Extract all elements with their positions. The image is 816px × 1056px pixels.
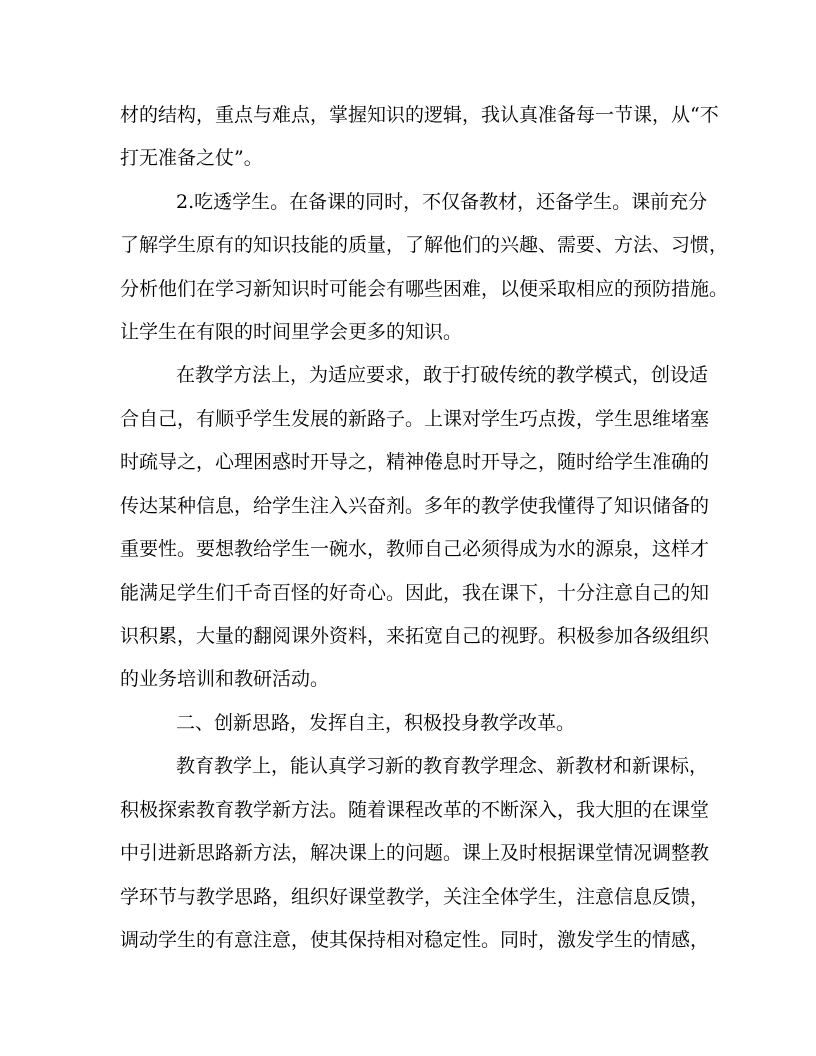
text-line: 传达某种信息，给学生注入兴奋剂。多年的教学使我懂得了知识储备的 (120, 495, 710, 517)
text-line: 重要性。要想教给学生一碗水，教师自己必须得成为水的源泉，这样才 (120, 538, 710, 560)
text-line: 调动学生的有意注意，使其保持相对稳定性。同时，激发学生的情感， (120, 929, 710, 951)
text-line: 了解学生原有的知识技能的质量，了解他们的兴趣、需要、方法、习惯， (120, 234, 729, 256)
text-line: 让学生在有限的时间里学会更多的知识。 (120, 321, 463, 343)
text-line: 时疏导之，心理困惑时开导之，精神倦息时开导之，随时给学生准确的 (120, 451, 710, 473)
text-line: 合自己，有顺乎学生发展的新路子。上课对学生巧点拨，学生思维堵塞 (120, 408, 710, 430)
text-line: 的业务培训和教研活动。 (120, 668, 330, 690)
text-line: 材的结构，重点与难点，掌握知识的逻辑，我认真准备每一节课，从“不 (120, 104, 719, 126)
text-line: 积极探索教育教学新方法。随着课程改革的不断深入，我大胆的在课堂 (120, 799, 710, 821)
section-heading: 二、创新思路，发挥自主，积极投身教学改革。 (176, 712, 576, 734)
text-line: 中引进新思路新方法，解决课上的问题。课上及时根据课堂情况调整教 (120, 842, 710, 864)
text-line: 识积累，大量的翻阅课外资料，来拓宽自己的视野。积极参加各级组织 (120, 625, 710, 647)
text-line: 分析他们在学习新知识时可能会有哪些困难，以便采取相应的预防措施。 (120, 278, 729, 300)
text-line: 在教学方法上，为适应要求，敢于打破传统的教学模式，创设适 (176, 364, 709, 386)
text-line: 打无准备之仗”。 (120, 147, 263, 169)
text-line: 教育教学上，能认真学习新的教育教学理念、新教材和新课标， (176, 755, 709, 777)
text-line: 学环节与教学思路，组织好课堂教学，关注全体学生，注意信息反馈， (120, 886, 710, 908)
text-line: 能满足学生们千奇百怪的好奇心。因此，我在课下，十分注意自己的知 (120, 582, 710, 604)
text-line: 2.吃透学生。在备课的同时，不仅备教材，还备学生。课前充分 (176, 191, 708, 213)
